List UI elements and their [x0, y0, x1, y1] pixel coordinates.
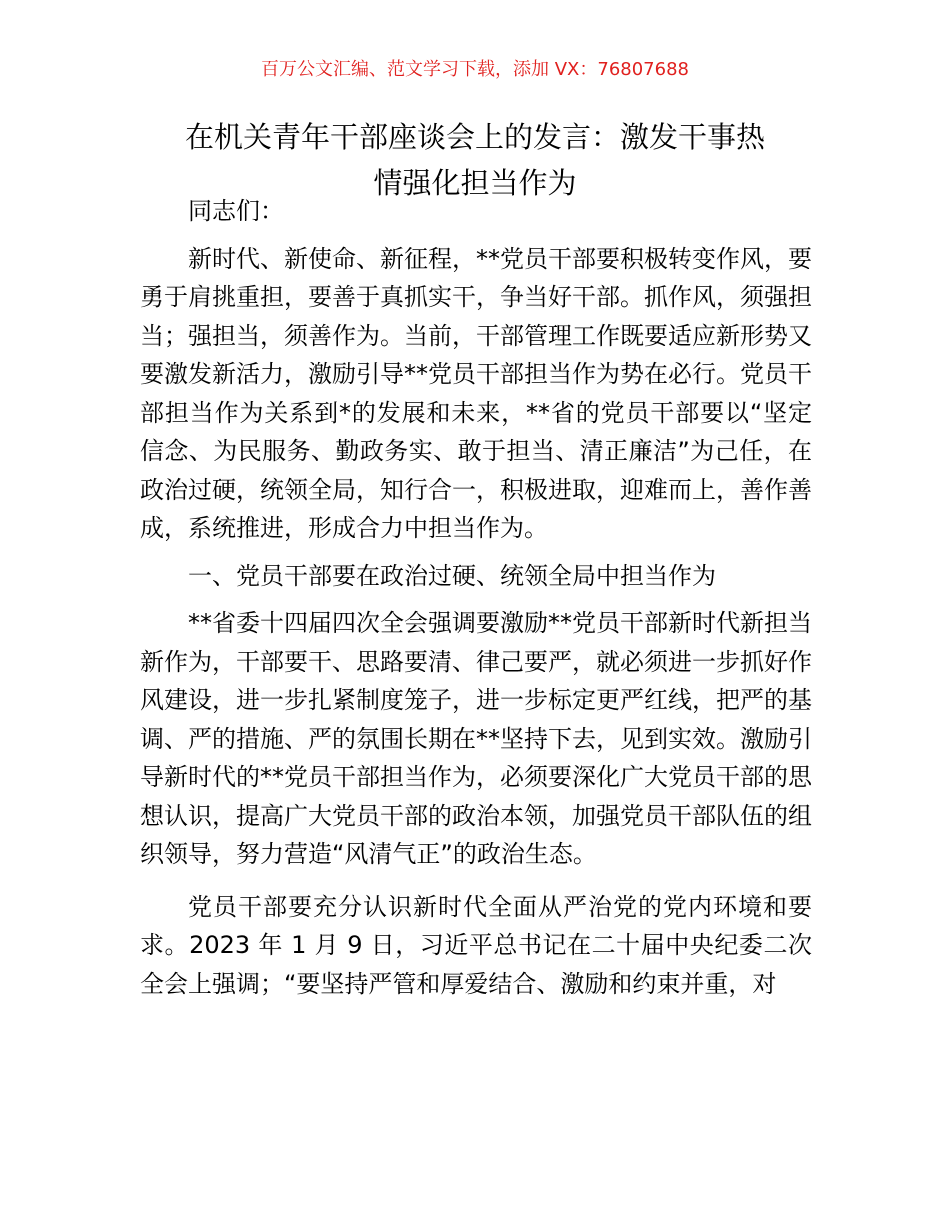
title-line-2: 情强化担当作为	[373, 166, 577, 200]
watermark-header: 百万公文汇编、范文学习下载，添加 VX：76807688	[261, 59, 689, 80]
document-body	[140, 192, 812, 1003]
salutation: 同志们：	[188, 197, 284, 225]
paragraph-intro: 新时代、新使命、新征程，**党员干部要积极转变作风，要勇于肩挑重担，要善于真抓实干，争当好干部。抓作风，须强担当；强担当，须善作为。当前，干部管理工作既要适应新形势又要激发新活力，激励引导**党员干部担当作为势在必行。党员干部担当作为关系到*的发展和未来，**省的党员干部要以“坚定信念、为民服务、勤政务实、敢于担当、清正廉洁”为己任，在政治过硬，统领全局，知行合一，积极进取，迎难而上，善作善成，系统推进，形成合力中担当作为。	[140, 244, 812, 542]
paragraph-continued: 党员干部要充分认识新时代全面从严治党的党内环境和要求。2023 年 1 月 9 日，习近平总书记在二十届中央纪委二次全会上强调；“要坚持严管和厚爱结合、激励和约束并重，对	[140, 892, 812, 998]
paragraph-section-1: **省委十四届四次全会强调要激励**党员干部新时代新担当新作为，干部要干、思路要清、律己要严，就必须进一步抓好作风建设，进一步扎紧制度笼子，进一步标定更严红线，把严的基调、严的措施、严的氛围长期在**坚持下去，见到实效。激励引导新时代的**党员干部担当作为，必须要深化广大党员干部的思想认识，提高广大党员干部的政治本领，加强党员干部队伍的组织领导，努力营造“风清气正”的政治生态。	[140, 609, 812, 868]
section-heading-1: 一、党员干部要在政治过硬、统领全局中担当作为	[188, 561, 716, 590]
title-line-1: 在机关青年干部座谈会上的发言：激发干事热	[184, 120, 765, 154]
